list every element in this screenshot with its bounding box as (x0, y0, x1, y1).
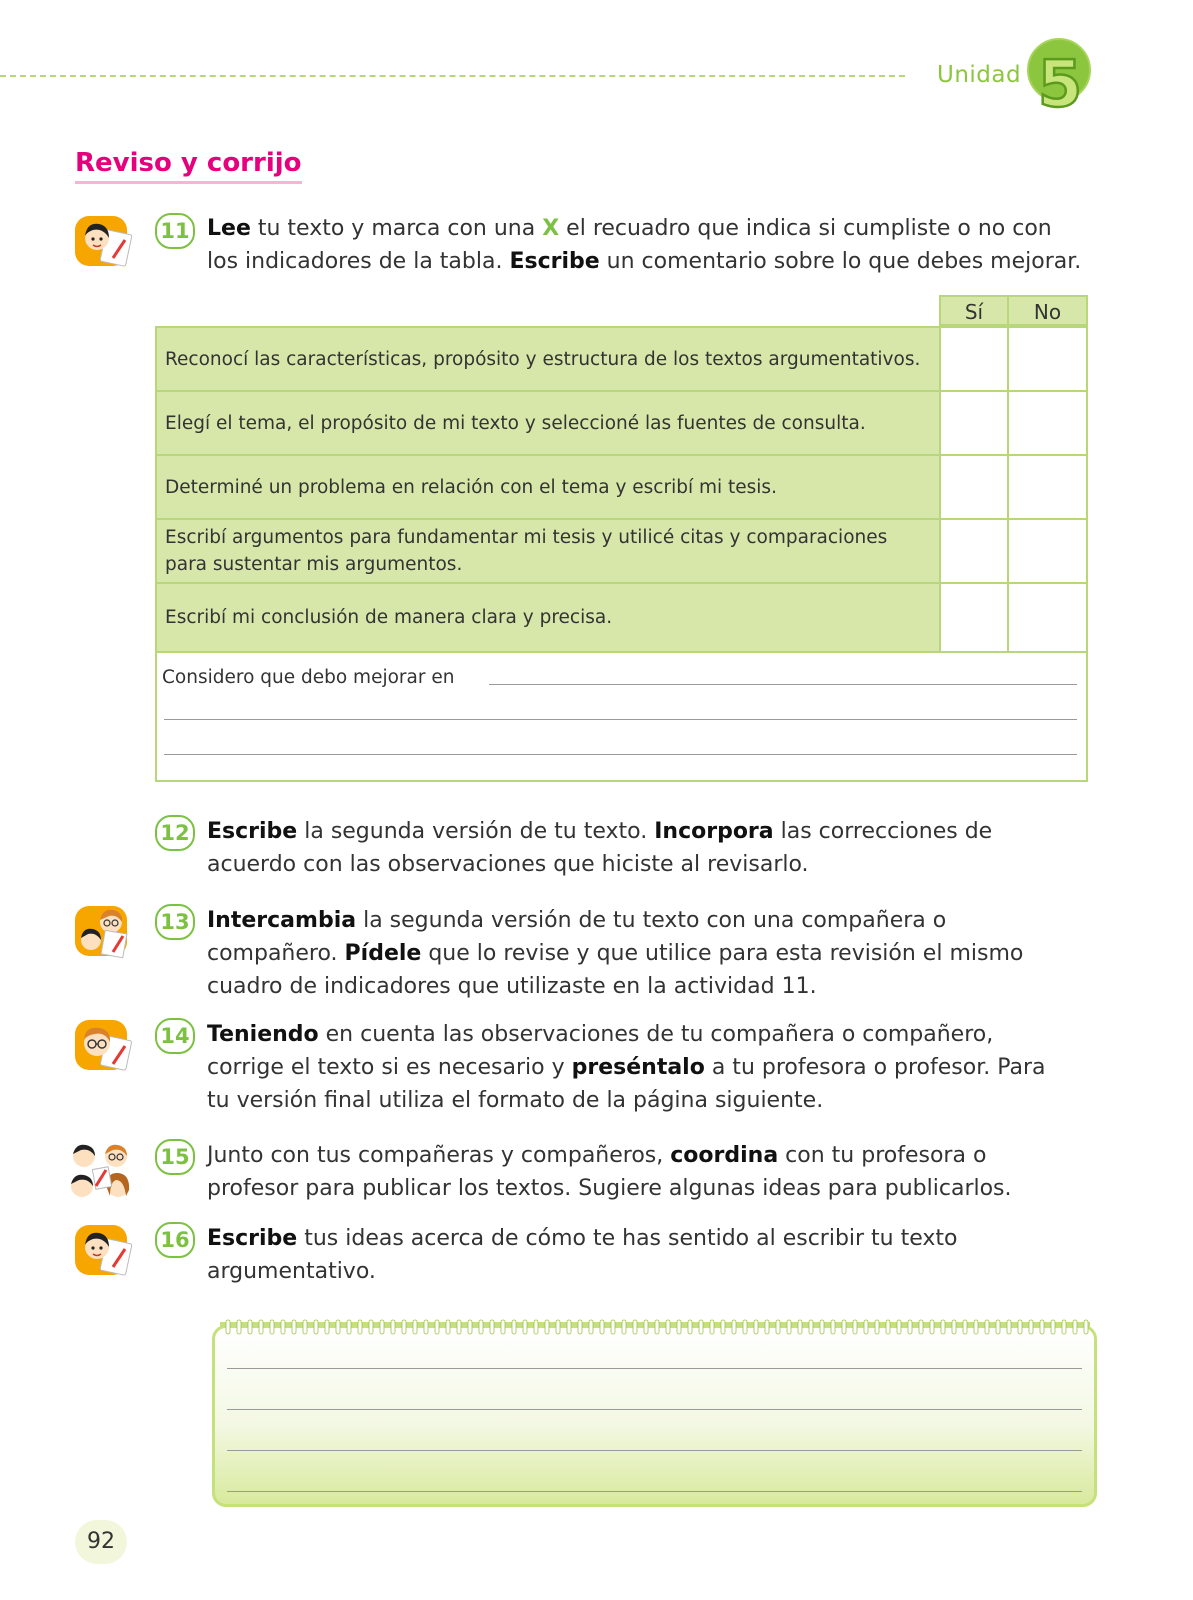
spiral-ring (270, 1320, 274, 1334)
notepad-writing-line[interactable] (227, 1409, 1082, 1410)
spiral-ring (479, 1320, 483, 1334)
spiral-ring (776, 1320, 780, 1334)
spiral-ring (886, 1320, 890, 1334)
criterion-text: Elegí el tema, el propósito de mi texto y seleccioné las fuentes de consulta. (157, 392, 941, 454)
checkbox-no[interactable] (1009, 456, 1077, 518)
spiral-ring (1051, 1320, 1055, 1334)
student-writing-icon (73, 212, 133, 272)
spiral-ring (292, 1320, 296, 1334)
spiral-ring (721, 1320, 725, 1334)
page-number: 92 (75, 1520, 127, 1564)
spiral-ring (512, 1320, 516, 1334)
activity-14-text: Teniendo en cuenta las observaciones de tu compañera o compañero, corrige el texto si es necesario y preséntalo a tu profesora o profesor. Para tu versión final utiliza el formato de la página siguiente. (207, 1022, 1046, 1113)
spiral-ring (1084, 1320, 1088, 1334)
pair-students-icon (73, 902, 133, 962)
spiral-ring (446, 1320, 450, 1334)
spiral-ring (875, 1320, 879, 1334)
spiral-ring (820, 1320, 824, 1334)
criterion-text: Determiné un problema en relación con el tema y escribí mi tesis. (157, 456, 941, 518)
unit-label: Unidad (937, 62, 1022, 88)
student-with-glasses-icon (73, 1016, 133, 1076)
spiral-ring (402, 1320, 406, 1334)
spiral-ring (974, 1320, 978, 1334)
improvement-writing-line[interactable] (489, 684, 1077, 685)
unit-number: 5 (1037, 48, 1083, 118)
checklist-row (155, 520, 1088, 584)
spiral-ring (853, 1320, 857, 1334)
spiral-ring (523, 1320, 527, 1334)
spiral-ring (699, 1320, 703, 1334)
criterion-text: Reconocí las características, propósito y estructura de los textos argumentativos. (157, 328, 941, 390)
spiral-ring (424, 1320, 428, 1334)
spiral-ring (633, 1320, 637, 1334)
spiral-ring (787, 1320, 791, 1334)
notepad-answer-area (212, 1325, 1097, 1507)
spiral-ring (655, 1320, 659, 1334)
spiral-ring (677, 1320, 681, 1334)
spiral-ring (1007, 1320, 1011, 1334)
activity-number-15: 15 (155, 1139, 195, 1175)
header-dashed-rule (0, 75, 905, 77)
checkbox-yes[interactable] (941, 584, 1009, 651)
spiral-ring (908, 1320, 912, 1334)
checkbox-yes[interactable] (941, 392, 1009, 454)
checkbox-yes[interactable] (941, 456, 1009, 518)
checkbox-yes[interactable] (941, 328, 1009, 390)
activity-11-text: Lee tu texto y marca con una X el recuadro que indica si cumpliste o no con los indicadores de la tabla. Escribe un comentario sobre lo que debes mejorar. (207, 216, 1082, 274)
activity-number-12: 12 (155, 815, 195, 851)
spiral-ring (1029, 1320, 1033, 1334)
spiral-ring (589, 1320, 593, 1334)
spiral-ring (809, 1320, 813, 1334)
spiral-ring (435, 1320, 439, 1334)
checkbox-no[interactable] (1009, 584, 1077, 651)
spiral-ring (578, 1320, 582, 1334)
spiral-ring (303, 1320, 307, 1334)
spiral-ring (259, 1320, 263, 1334)
activity-number-16: 16 (155, 1222, 195, 1258)
spiral-ring (919, 1320, 923, 1334)
spiral-ring (644, 1320, 648, 1334)
spiral-ring (413, 1320, 417, 1334)
spiral-ring (941, 1320, 945, 1334)
spiral-ring (336, 1320, 340, 1334)
spiral-ring (369, 1320, 373, 1334)
column-header-yes: Sí (939, 295, 1009, 326)
activity-13-text: Intercambia la segunda versión de tu texto con una compañera o compañero. Pídele que lo revise y que utilice para esta revisión el mismo cuadro de indicadores que utilizaste en la actividad 11. (207, 908, 1024, 999)
spiral-ring (798, 1320, 802, 1334)
spiral-ring (952, 1320, 956, 1334)
spiral-ring (710, 1320, 714, 1334)
checkbox-no[interactable] (1009, 392, 1077, 454)
spiral-ring (963, 1320, 967, 1334)
spiral-ring (743, 1320, 747, 1334)
spiral-ring (622, 1320, 626, 1334)
spiral-ring (1040, 1320, 1044, 1334)
notepad-writing-line[interactable] (227, 1450, 1082, 1451)
checkbox-no[interactable] (1009, 328, 1077, 390)
activity-number-14: 14 (155, 1018, 195, 1054)
spiral-ring (226, 1320, 230, 1334)
spiral-ring (765, 1320, 769, 1334)
spiral-ring (281, 1320, 285, 1334)
spiral-ring (1062, 1320, 1066, 1334)
spiral-ring (688, 1320, 692, 1334)
spiral-ring (490, 1320, 494, 1334)
spiral-ring (237, 1320, 241, 1334)
spiral-ring (897, 1320, 901, 1334)
checklist-row (155, 392, 1088, 456)
checklist-row (155, 584, 1088, 653)
spiral-ring (666, 1320, 670, 1334)
student-writing-icon (73, 1221, 133, 1281)
spiral-ring (985, 1320, 989, 1334)
spiral-ring (1018, 1320, 1022, 1334)
activity-number-11: 11 (155, 213, 195, 249)
spiral-ring (754, 1320, 758, 1334)
spiral-ring (457, 1320, 461, 1334)
criterion-text: Escribí mi conclusión de manera clara y precisa. (157, 584, 941, 651)
activity-12-text: Escribe la segunda versión de tu texto. Incorpora las correcciones de acuerdo con las observaciones que hiciste al revisarlo. (207, 819, 993, 877)
activity-15-text: Junto con tus compañeras y compañeros, coordina con tu profesora o profesor para publicar los textos. Sugiere algunas ideas para publicarlos. (207, 1143, 1012, 1201)
spiral-ring (831, 1320, 835, 1334)
spiral-ring (1073, 1320, 1077, 1334)
spiral-ring (842, 1320, 846, 1334)
spiral-ring (996, 1320, 1000, 1334)
spiral-ring (732, 1320, 736, 1334)
notepad-writing-line[interactable] (227, 1491, 1082, 1492)
spiral-ring (468, 1320, 472, 1334)
group-students-icon (66, 1140, 136, 1204)
checkbox-yes[interactable] (941, 520, 1009, 582)
spiral-ring (501, 1320, 505, 1334)
spiral-ring (325, 1320, 329, 1334)
spiral-ring (556, 1320, 560, 1334)
spiral-ring (600, 1320, 604, 1334)
notepad-writing-line[interactable] (227, 1368, 1082, 1369)
improvement-writing-line[interactable] (164, 754, 1077, 755)
spiral-ring (930, 1320, 934, 1334)
checkbox-no[interactable] (1009, 520, 1077, 582)
section-title: Reviso y corrijo (75, 148, 302, 184)
activity-number-13: 13 (155, 904, 195, 940)
spiral-ring (534, 1320, 538, 1334)
checklist-row (155, 456, 1088, 520)
criterion-text: Escribí argumentos para fundamentar mi tesis y utilicé citas y comparaciones para sustentar mis argumentos. (157, 520, 941, 582)
unit-number-badge (1027, 34, 1091, 118)
improvement-label: Considero que debo mejorar en (162, 667, 455, 688)
column-header-no: No (1007, 295, 1088, 326)
spiral-ring (380, 1320, 384, 1334)
improvement-writing-line[interactable] (164, 719, 1077, 720)
activity-16-text: Escribe tus ideas acerca de cómo te has sentido al escribir tu texto argumentativo. (207, 1226, 958, 1284)
spiral-ring (545, 1320, 549, 1334)
spiral-ring (358, 1320, 362, 1334)
checklist-row (155, 326, 1088, 392)
notepad-spiral-binding (220, 1318, 1090, 1336)
spiral-ring (314, 1320, 318, 1334)
spiral-ring (864, 1320, 868, 1334)
spiral-ring (611, 1320, 615, 1334)
spiral-ring (391, 1320, 395, 1334)
spiral-ring (248, 1320, 252, 1334)
spiral-ring (567, 1320, 571, 1334)
spiral-ring (347, 1320, 351, 1334)
